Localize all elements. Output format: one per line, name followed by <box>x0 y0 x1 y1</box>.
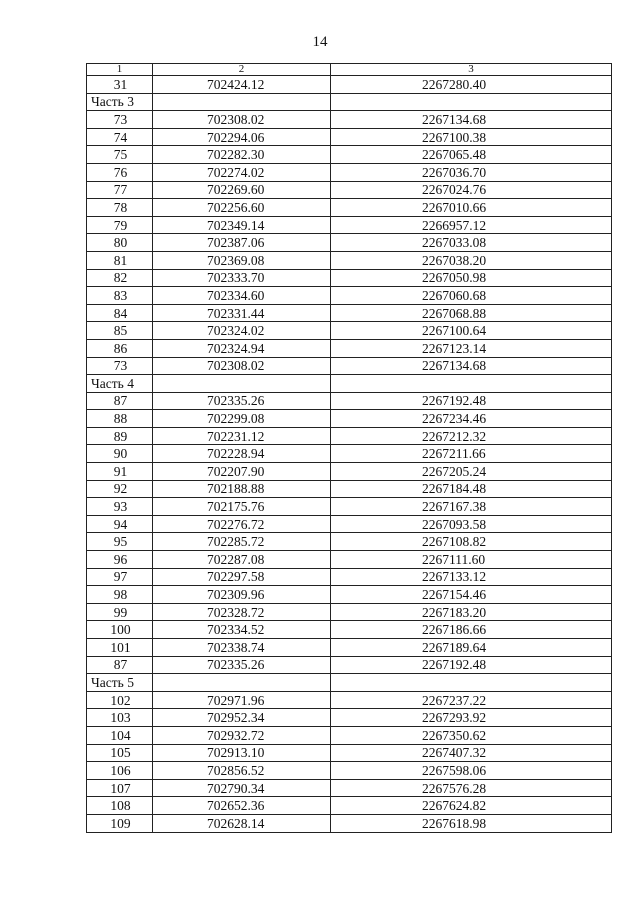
point-number-cell: 81 <box>87 251 153 269</box>
x-coordinate-cell: 702299.08 <box>153 410 331 428</box>
header-cell-point-number: 1 <box>87 64 153 76</box>
point-number-cell: 106 <box>87 762 153 780</box>
x-coordinate-cell: 702790.34 <box>153 779 331 797</box>
point-number-cell: 86 <box>87 339 153 357</box>
x-coordinate-cell: 702309.96 <box>153 586 331 604</box>
x-coordinate-cell: 702652.36 <box>153 797 331 815</box>
table-row <box>87 551 612 569</box>
empty-cell <box>153 93 331 111</box>
x-coordinate-cell: 702274.02 <box>153 163 331 181</box>
coordinates-table-body <box>87 64 612 833</box>
table-row <box>87 533 612 551</box>
empty-cell <box>153 375 331 393</box>
y-coordinate-cell: 2267192.48 <box>331 392 612 410</box>
point-number-cell: 99 <box>87 603 153 621</box>
y-coordinate-cell: 2267033.08 <box>331 234 612 252</box>
table-row <box>87 586 612 604</box>
y-coordinate-cell: 2267036.70 <box>331 163 612 181</box>
point-number-cell: 85 <box>87 322 153 340</box>
table-row <box>87 480 612 498</box>
x-coordinate-cell: 702269.60 <box>153 181 331 199</box>
y-coordinate-cell: 2267167.38 <box>331 498 612 516</box>
x-coordinate-cell: 702424.12 <box>153 76 331 94</box>
table-row <box>87 762 612 780</box>
x-coordinate-cell: 702349.14 <box>153 216 331 234</box>
table-row <box>87 304 612 322</box>
table-row <box>87 427 612 445</box>
table-row <box>87 339 612 357</box>
y-coordinate-cell: 2267184.48 <box>331 480 612 498</box>
table-row <box>87 744 612 762</box>
point-number-cell: 108 <box>87 797 153 815</box>
point-number-cell: 102 <box>87 691 153 709</box>
section-label: Часть 5 <box>87 674 153 692</box>
x-coordinate-cell: 702231.12 <box>153 427 331 445</box>
empty-cell <box>331 674 612 692</box>
table-row <box>87 199 612 217</box>
table-row <box>87 234 612 252</box>
y-coordinate-cell: 2267068.88 <box>331 304 612 322</box>
x-coordinate-cell: 702228.94 <box>153 445 331 463</box>
point-number-cell: 92 <box>87 480 153 498</box>
point-number-cell: 73 <box>87 111 153 129</box>
table-row <box>87 76 612 94</box>
y-coordinate-cell: 2267211.66 <box>331 445 612 463</box>
y-coordinate-cell: 2267065.48 <box>331 146 612 164</box>
table-row <box>87 111 612 129</box>
table-row <box>87 445 612 463</box>
point-number-cell: 101 <box>87 639 153 657</box>
point-number-cell: 75 <box>87 146 153 164</box>
table-row <box>87 814 612 832</box>
table-row <box>87 656 612 674</box>
y-coordinate-cell: 2267060.68 <box>331 287 612 305</box>
y-coordinate-cell: 2267154.46 <box>331 586 612 604</box>
x-coordinate-cell: 702333.70 <box>153 269 331 287</box>
point-number-cell: 31 <box>87 76 153 94</box>
x-coordinate-cell: 702335.26 <box>153 656 331 674</box>
point-number-cell: 109 <box>87 814 153 832</box>
y-coordinate-cell: 2267293.92 <box>331 709 612 727</box>
section-label: Часть 3 <box>87 93 153 111</box>
x-coordinate-cell: 702387.06 <box>153 234 331 252</box>
table-row <box>87 128 612 146</box>
x-coordinate-cell: 702334.60 <box>153 287 331 305</box>
x-coordinate-cell: 702324.94 <box>153 339 331 357</box>
point-number-cell: 103 <box>87 709 153 727</box>
point-number-cell: 83 <box>87 287 153 305</box>
table-row <box>87 287 612 305</box>
x-coordinate-cell: 702287.08 <box>153 551 331 569</box>
x-coordinate-cell: 702334.52 <box>153 621 331 639</box>
y-coordinate-cell: 2267189.64 <box>331 639 612 657</box>
x-coordinate-cell: 702913.10 <box>153 744 331 762</box>
y-coordinate-cell: 2267010.66 <box>331 199 612 217</box>
point-number-cell: 104 <box>87 726 153 744</box>
point-number-cell: 87 <box>87 392 153 410</box>
y-coordinate-cell: 2267050.98 <box>331 269 612 287</box>
table-row <box>87 639 612 657</box>
section-row <box>87 674 612 692</box>
point-number-cell: 87 <box>87 656 153 674</box>
y-coordinate-cell: 2267280.40 <box>331 76 612 94</box>
point-number-cell: 84 <box>87 304 153 322</box>
table-row <box>87 779 612 797</box>
table-row <box>87 146 612 164</box>
table-row <box>87 709 612 727</box>
point-number-cell: 107 <box>87 779 153 797</box>
point-number-cell: 74 <box>87 128 153 146</box>
table-row <box>87 410 612 428</box>
table-row <box>87 568 612 586</box>
section-row <box>87 93 612 111</box>
point-number-cell: 98 <box>87 586 153 604</box>
point-number-cell: 88 <box>87 410 153 428</box>
page-number: 14 <box>312 34 328 50</box>
point-number-cell: 76 <box>87 163 153 181</box>
point-number-cell: 100 <box>87 621 153 639</box>
y-coordinate-cell: 2267111.60 <box>331 551 612 569</box>
table-row <box>87 515 612 533</box>
header-cell-x: 2 <box>153 64 331 76</box>
y-coordinate-cell: 2267618.98 <box>331 814 612 832</box>
point-number-cell: 90 <box>87 445 153 463</box>
y-coordinate-cell: 2267093.58 <box>331 515 612 533</box>
x-coordinate-cell: 702308.02 <box>153 111 331 129</box>
y-coordinate-cell: 2267134.68 <box>331 357 612 375</box>
x-coordinate-cell: 702207.90 <box>153 463 331 481</box>
x-coordinate-cell: 702297.58 <box>153 568 331 586</box>
y-coordinate-cell: 2267183.20 <box>331 603 612 621</box>
table-row <box>87 603 612 621</box>
point-number-cell: 95 <box>87 533 153 551</box>
y-coordinate-cell: 2266957.12 <box>331 216 612 234</box>
x-coordinate-cell: 702971.96 <box>153 691 331 709</box>
point-number-cell: 93 <box>87 498 153 516</box>
table-row <box>87 726 612 744</box>
y-coordinate-cell: 2267123.14 <box>331 339 612 357</box>
x-coordinate-cell: 702856.52 <box>153 762 331 780</box>
empty-cell <box>331 375 612 393</box>
table-row <box>87 392 612 410</box>
table-row <box>87 269 612 287</box>
x-coordinate-cell: 702256.60 <box>153 199 331 217</box>
table-row <box>87 691 612 709</box>
point-number-cell: 91 <box>87 463 153 481</box>
x-coordinate-cell: 702324.02 <box>153 322 331 340</box>
point-number-cell: 89 <box>87 427 153 445</box>
section-label: Часть 4 <box>87 375 153 393</box>
point-number-cell: 96 <box>87 551 153 569</box>
y-coordinate-cell: 2267038.20 <box>331 251 612 269</box>
y-coordinate-cell: 2267186.66 <box>331 621 612 639</box>
y-coordinate-cell: 2267407.32 <box>331 744 612 762</box>
point-number-cell: 82 <box>87 269 153 287</box>
table-row <box>87 322 612 340</box>
y-coordinate-cell: 2267108.82 <box>331 533 612 551</box>
x-coordinate-cell: 702308.02 <box>153 357 331 375</box>
x-coordinate-cell: 702335.26 <box>153 392 331 410</box>
table-row <box>87 251 612 269</box>
y-coordinate-cell: 2267624.82 <box>331 797 612 815</box>
table-row <box>87 797 612 815</box>
y-coordinate-cell: 2267212.32 <box>331 427 612 445</box>
x-coordinate-cell: 702285.72 <box>153 533 331 551</box>
x-coordinate-cell: 702369.08 <box>153 251 331 269</box>
point-number-cell: 105 <box>87 744 153 762</box>
y-coordinate-cell: 2267100.64 <box>331 322 612 340</box>
point-number-cell: 94 <box>87 515 153 533</box>
point-number-cell: 97 <box>87 568 153 586</box>
y-coordinate-cell: 2267100.38 <box>331 128 612 146</box>
x-coordinate-cell: 702338.74 <box>153 639 331 657</box>
y-coordinate-cell: 2267133.12 <box>331 568 612 586</box>
x-coordinate-cell: 702328.72 <box>153 603 331 621</box>
x-coordinate-cell: 702952.34 <box>153 709 331 727</box>
x-coordinate-cell: 702282.30 <box>153 146 331 164</box>
y-coordinate-cell: 2267598.06 <box>331 762 612 780</box>
y-coordinate-cell: 2267350.62 <box>331 726 612 744</box>
table-row <box>87 463 612 481</box>
header-cell-y: 3 <box>331 64 612 76</box>
point-number-cell: 80 <box>87 234 153 252</box>
point-number-cell: 73 <box>87 357 153 375</box>
coordinates-table <box>86 63 612 833</box>
y-coordinate-cell: 2267576.28 <box>331 779 612 797</box>
table-row <box>87 357 612 375</box>
empty-cell <box>153 674 331 692</box>
table-row <box>87 216 612 234</box>
point-number-cell: 79 <box>87 216 153 234</box>
y-coordinate-cell: 2267237.22 <box>331 691 612 709</box>
x-coordinate-cell: 702628.14 <box>153 814 331 832</box>
x-coordinate-cell: 702932.72 <box>153 726 331 744</box>
x-coordinate-cell: 702188.88 <box>153 480 331 498</box>
x-coordinate-cell: 702276.72 <box>153 515 331 533</box>
y-coordinate-cell: 2267134.68 <box>331 111 612 129</box>
section-row <box>87 375 612 393</box>
empty-cell <box>331 93 612 111</box>
point-number-cell: 77 <box>87 181 153 199</box>
table-header-row <box>87 64 612 76</box>
x-coordinate-cell: 702175.76 <box>153 498 331 516</box>
point-number-cell: 78 <box>87 199 153 217</box>
y-coordinate-cell: 2267024.76 <box>331 181 612 199</box>
y-coordinate-cell: 2267205.24 <box>331 463 612 481</box>
y-coordinate-cell: 2267192.48 <box>331 656 612 674</box>
x-coordinate-cell: 702331.44 <box>153 304 331 322</box>
x-coordinate-cell: 702294.06 <box>153 128 331 146</box>
table-row <box>87 163 612 181</box>
table-row <box>87 621 612 639</box>
table-row <box>87 181 612 199</box>
y-coordinate-cell: 2267234.46 <box>331 410 612 428</box>
table-row <box>87 498 612 516</box>
